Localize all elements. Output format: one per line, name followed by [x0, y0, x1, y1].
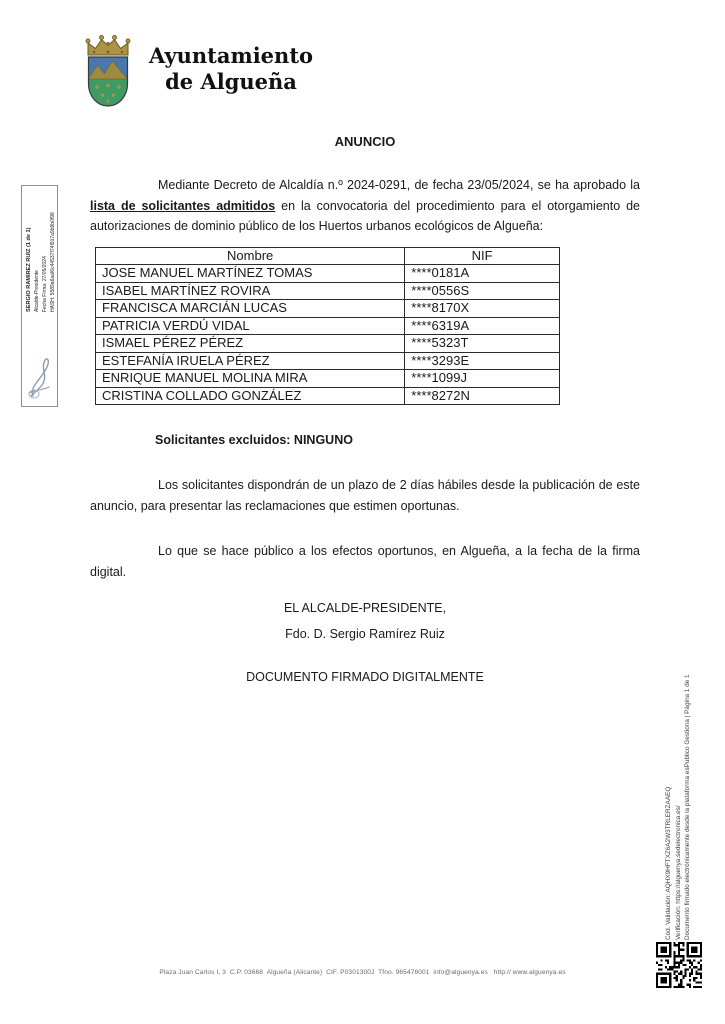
- intro-pre: Mediante Decreto de Alcaldía n.º 2024-0291, de fecha 23/05/2024, se ha aprobado la: [158, 178, 640, 192]
- applicants-table: [95, 247, 560, 406]
- cell-nif: ****1099J: [405, 370, 560, 388]
- cell-nif: ****0181A: [405, 265, 560, 283]
- table-row: [96, 335, 560, 353]
- document-title: ANUNCIO: [334, 134, 396, 149]
- handwritten-signature-icon: [25, 344, 55, 402]
- validation-code: Cód. Validación: AQHX9HFTXZ6A2W3TRLERZAAEQ: [665, 786, 672, 940]
- excluded-statement: Solicitantes excluidos: NINGUNO: [155, 433, 353, 447]
- table-row: [96, 300, 560, 318]
- cell-nombre: ESTEFANÍA IRUELA PÉREZ: [96, 352, 405, 370]
- signature-stamp-box: [21, 185, 58, 407]
- signature-name: Fdo. D. Sergio Ramírez Ruiz: [285, 627, 445, 641]
- cell-nombre: PATRICIA VERDÚ VIDAL: [96, 317, 405, 335]
- intro-highlight: lista de solicitantes admitidos: [90, 198, 276, 213]
- stamp-signer-role: Alcalde-Presidente: [34, 270, 40, 312]
- table-row: [96, 370, 560, 388]
- stamp-sign-date: Fecha Firma: 27/05/2024: [42, 256, 48, 312]
- cell-nombre: FRANCISCA MARCIÁN LUCAS: [96, 300, 405, 318]
- header-nif: NIF: [405, 247, 560, 265]
- cell-nombre: ISABEL MARTÍNEZ ROVIRA: [96, 282, 405, 300]
- cell-nombre: CRISTINA COLLADO GONZÁLEZ: [96, 387, 405, 405]
- closing-paragraph: Lo que se hace público a los efectos oportunos, en Algueña, a la fecha de la firma digital.: [90, 544, 640, 579]
- document-body: [90, 0, 640, 685]
- table-row: [96, 352, 560, 370]
- intro-post: en la convocatoria del procedimiento para el otorgamiento de autorizaciones de dominio público de los Huertos urbanos ecológicos de Algueña:: [90, 198, 641, 233]
- header-nombre: Nombre: [96, 247, 405, 265]
- cell-nif: ****0556S: [405, 282, 560, 300]
- digitally-signed-notice: DOCUMENTO FIRMADO DIGITALMENTE: [246, 670, 484, 684]
- cell-nombre: ENRIQUE MANUEL MOLINA MIRA: [96, 370, 405, 388]
- verification-url: Verificación: https://alguenya.sedelectronica.es/: [674, 805, 682, 940]
- cell-nombre: JOSE MANUEL MARTÍNEZ TOMAS: [96, 265, 405, 283]
- cell-nif: ****3293E: [405, 352, 560, 370]
- cell-nif: ****6319A: [405, 317, 560, 335]
- cell-nif: ****5323T: [405, 335, 560, 353]
- qr-code-icon: [656, 942, 702, 988]
- stamp-signer-name: SERGIO RAMIREZ RUIZ (1 de 1): [26, 227, 32, 312]
- table-row: [96, 387, 560, 405]
- logo-line1: Ayuntamiento: [149, 43, 314, 68]
- signature-role: EL ALCALDE-PRESIDENTE,: [283, 601, 447, 615]
- intro-paragraph: [90, 175, 640, 237]
- logo-line2: de Algueña: [165, 69, 297, 94]
- stamp-hash: HASH: 5589a6aaf6c44537f74f917a9b9b0f98: [50, 212, 56, 312]
- table-header-row: [96, 247, 560, 265]
- table-row: [96, 265, 560, 283]
- table-row: [96, 317, 560, 335]
- legal-validation-text: [664, 626, 698, 940]
- cell-nombre: ISMAEL PÉREZ PÉREZ: [96, 335, 405, 353]
- footer-contact-line: Plaza Juan Carlos I, 3 C.P. 03668 Algueña (Alicante) CIF. P0301300J Tfno. 965476001 info@alguenya.es http:// www.alguenya.es: [159, 969, 566, 976]
- table-row: [96, 282, 560, 300]
- cell-nif: ****8272N: [405, 387, 560, 405]
- platform-notice: Documento firmado electrónicamente desde la plataforma esPublico Gestiona | Página 1 de 1: [684, 674, 691, 940]
- legal-validation-strip: [664, 626, 698, 940]
- cell-nif: ****8170X: [405, 300, 560, 318]
- deadline-paragraph: Los solicitantes dispondrán de un plazo de 2 días hábiles desde la publicación de este anuncio, para presentar las reclamaciones que estimen oportunas.: [90, 478, 640, 513]
